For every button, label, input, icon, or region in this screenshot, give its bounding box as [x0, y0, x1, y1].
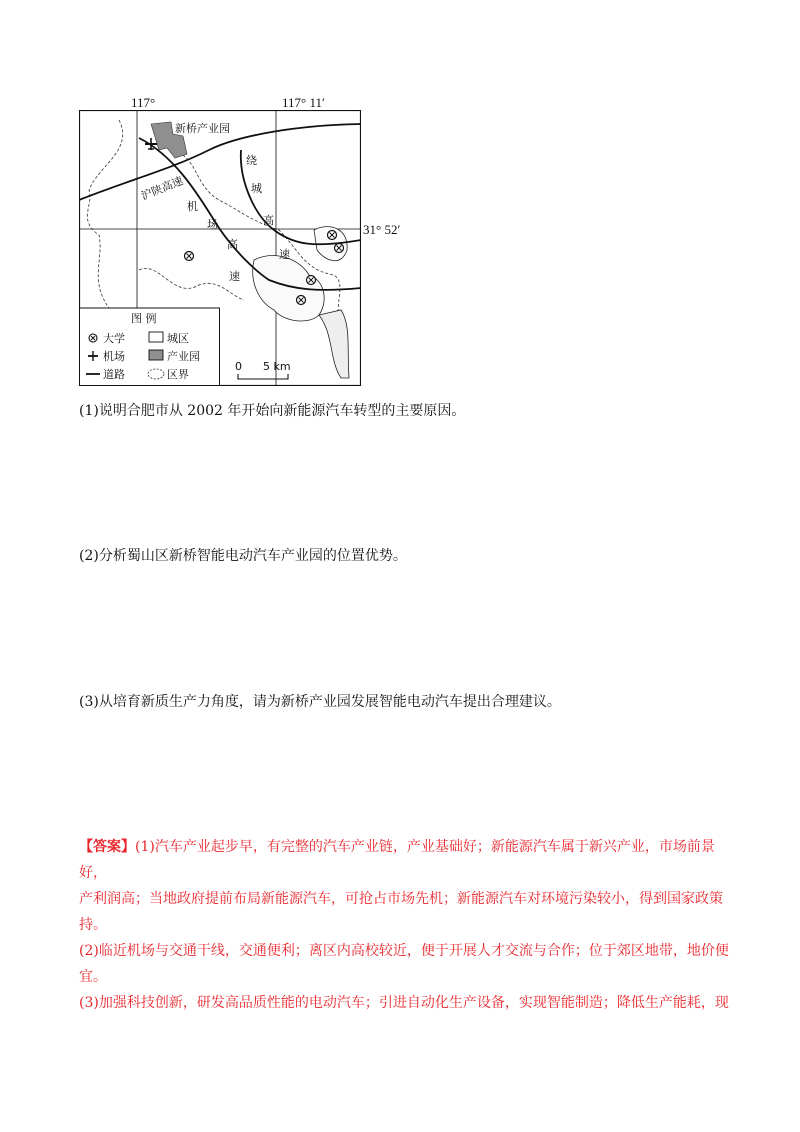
university-icon: [335, 244, 344, 253]
latitude-label: 31° 52′: [363, 222, 401, 237]
map-legend: [80, 308, 220, 386]
ring-expressway-char: 城: [251, 182, 262, 195]
question-3: (3)从培育新质生产力角度，请为新桥产业园发展智能电动汽车提出合理建议。: [79, 694, 561, 710]
legend-urban-icon: [149, 332, 163, 342]
answer-line: (2)临近机场与交通干线，交通便利；离区内高校较近，便于开展人才交流与合作；位于郊区地带，地价便: [79, 943, 729, 959]
question-1: (1)说明合肥市从 2002 年开始向新能源汽车转型的主要原因。: [79, 403, 466, 419]
answer-line: 持。: [79, 917, 107, 933]
university-icon: [297, 296, 306, 305]
airport-expressway-char: 场: [207, 218, 218, 231]
legend-university-icon: [89, 334, 97, 342]
answer-line: 宜。: [79, 969, 107, 985]
answer-block: [79, 834, 729, 1016]
legend-airport-label: 机场: [103, 350, 125, 363]
legend-urban-label: 城区: [167, 332, 189, 345]
park-label: 新桥产业园: [175, 122, 230, 135]
airport-expressway-char: 高: [227, 238, 238, 251]
legend-boundary-label: 区界: [167, 368, 189, 381]
ring-expressway-char: 速: [279, 248, 290, 261]
university-icon: [328, 231, 337, 240]
airport-expressway-char: 机: [187, 200, 198, 213]
answer-tag: 【答案】: [79, 839, 135, 855]
legend-university-label: 大学: [103, 332, 125, 345]
university-icon: [185, 252, 194, 261]
university-icon: [307, 276, 316, 285]
longitude-label-right: 117° 11′: [282, 95, 325, 110]
legend-road-label: 道路: [103, 368, 125, 381]
answer-line: (3)加强科技创新，研发高品质性能的电动汽车；引进自动化生产设备，实现智能制造；降低生产能耗，现: [79, 995, 729, 1011]
ring-expressway-char: 绕: [246, 154, 257, 167]
airport-expressway-char: 速: [229, 270, 240, 283]
scale-distance: 5 km: [263, 360, 291, 373]
legend-park-label: 产业园: [167, 350, 200, 363]
answer-line: 【答案】(1)汽车产业起步早，有完整的汽车产业链，产业基础好；新能源汽车属于新兴产业，市场前景好，: [79, 839, 715, 881]
hushan-expressway-label: 沪陕高速: [139, 174, 185, 203]
answer-line: 产利润高；当地政府提前布局新能源汽车，可抢占市场先机；新能源汽车对环境污染较小，得到国家政策: [79, 891, 723, 907]
longitude-label-left: 117°: [131, 95, 156, 110]
hefei-map: [79, 110, 361, 386]
ring-expressway-char: 高: [263, 214, 274, 227]
scale-zero: 0: [235, 360, 242, 373]
legend-title: 图 例: [131, 312, 157, 325]
legend-park-icon: [149, 350, 163, 360]
question-2: (2)分析蜀山区新桥智能电动汽车产业园的位置优势。: [79, 548, 407, 564]
